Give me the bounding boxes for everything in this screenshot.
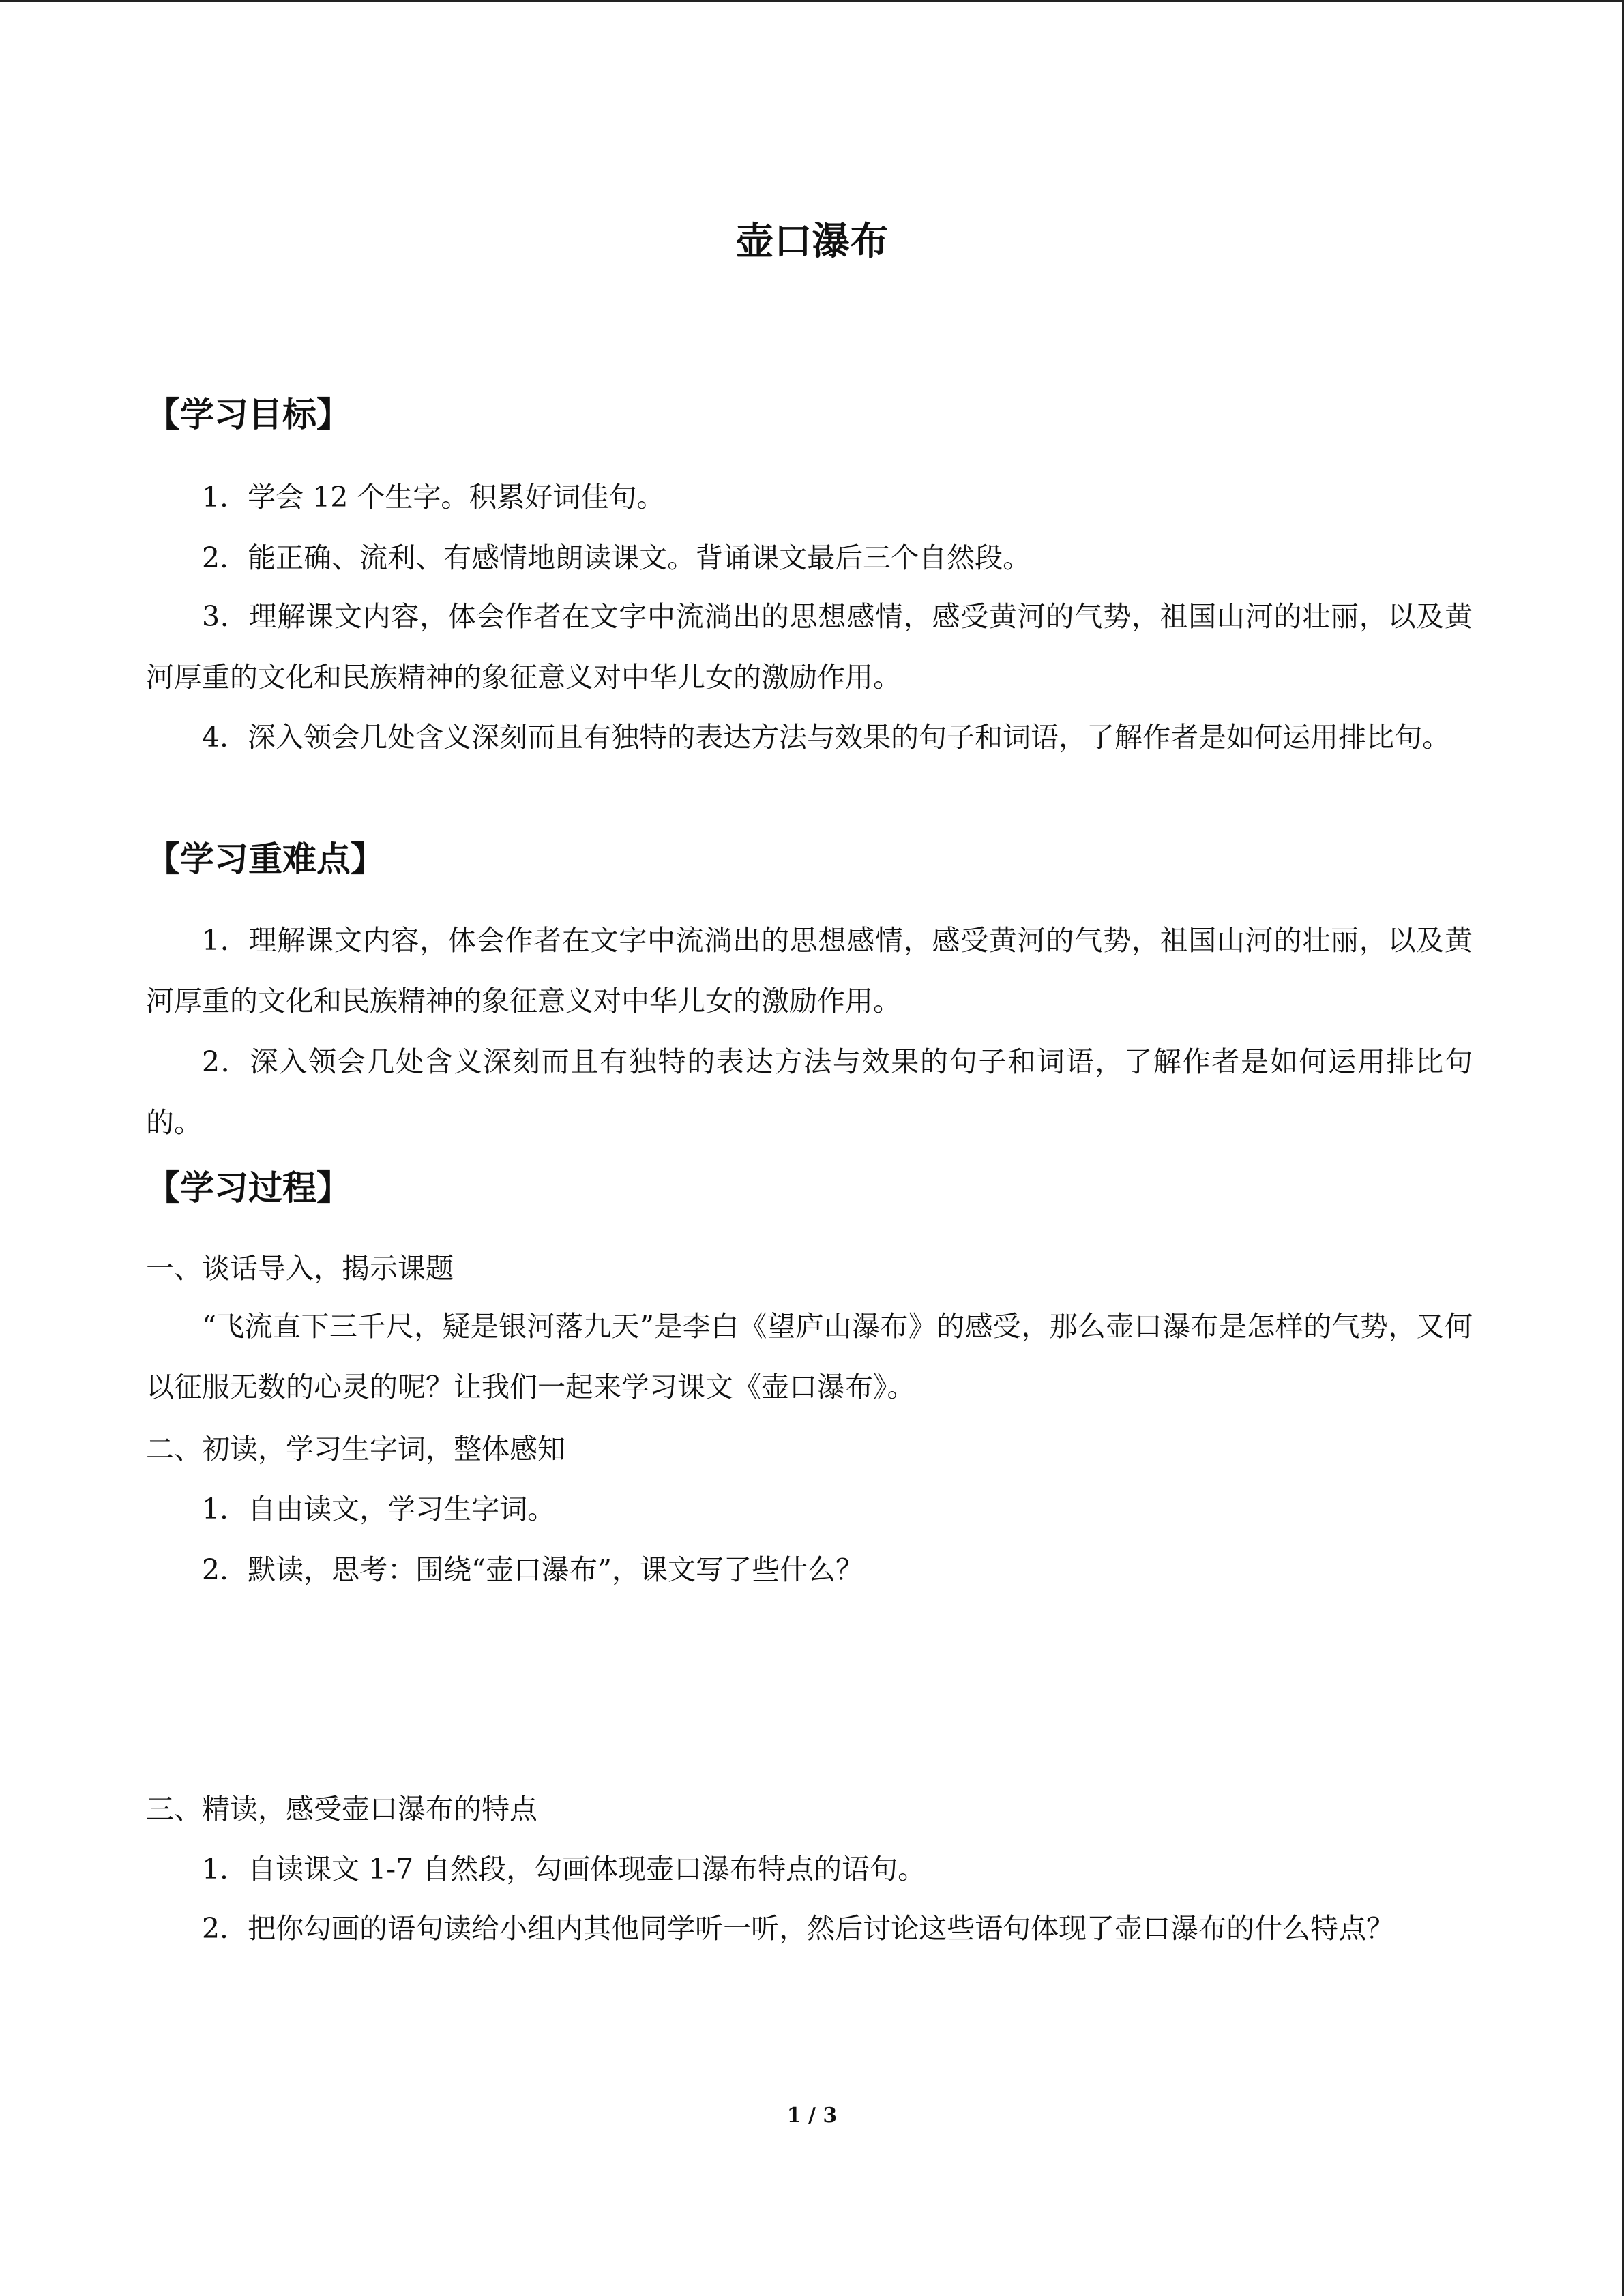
process-part2-title: 二、初读，学习生字词，整体感知 xyxy=(146,1433,565,1465)
section-heading-process: 【学习过程】 xyxy=(146,1168,351,1208)
process-part1-text: “飞流直下三千尺，疑是银河落九天”是李白《望庐山瀑布》的感受，那么壶口瀑布是怎样的气势，又何以征服无数的心灵的呢？让我们一起来学习课文《壶口瀑布》。 xyxy=(146,1310,1473,1403)
page-title: 壶口瀑布 xyxy=(735,220,889,264)
process-part2-item-1: 1．自由读文，学习生字词。 xyxy=(202,1493,556,1525)
process-part2-item-2: 2．默读，思考：围绕“壶口瀑布”，课文写了些什么？ xyxy=(202,1553,864,1586)
goal-item-4: 4．深入领会几处含义深刻而且有独特的表达方法与效果的句子和词语，了解作者是如何运用排比句。 xyxy=(202,721,1451,754)
keypoint-item-1: 1．理解课文内容，体会作者在文字中流淌出的思想感情，感受黄河的气势，祖国山河的壮丽，以及黄河厚重的文化和民族精神的象征意义对中华儿女的激励作用。 xyxy=(146,924,1473,1017)
goal-item-1: 1．学会 12 个生字。积累好词佳句。 xyxy=(202,481,665,513)
process-part3-title: 三、精读，感受壶口瀑布的特点 xyxy=(146,1793,537,1825)
process-part3-item-1: 1．自读课文 1-7 自然段，勾画体现壶口瀑布特点的语句。 xyxy=(202,1853,926,1885)
process-part1-title: 一、谈话导入，揭示课题 xyxy=(146,1252,454,1285)
section-heading-goals: 【学习目标】 xyxy=(146,395,351,434)
section-heading-keypoints: 【学习重难点】 xyxy=(146,839,385,879)
goal-item-3: 3．理解课文内容，体会作者在文字中流淌出的思想感情，感受黄河的气势，祖国山河的壮丽，以及黄河厚重的文化和民族精神的象征意义对中华儿女的激励作用。 xyxy=(146,600,1473,694)
goal-item-2: 2．能正确、流利、有感情地朗读课文。背诵课文最后三个自然段。 xyxy=(202,541,1031,574)
page-number: 1 / 3 xyxy=(786,2104,838,2128)
process-part3-item-2: 2．把你勾画的语句读给小组内其他同学听一听，然后讨论这些语句体现了壶口瀑布的什么特点？ xyxy=(202,1912,1395,1945)
keypoint-item-2: 2．深入领会几处含义深刻而且有独特的表达方法与效果的句子和词语，了解作者是如何运用排比句的。 xyxy=(146,1045,1473,1139)
